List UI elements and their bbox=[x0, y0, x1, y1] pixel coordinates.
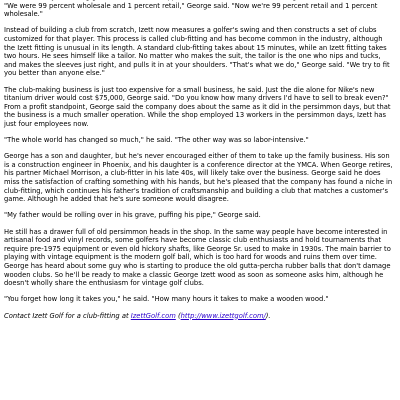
contact-prefix: Contact Izett Golf for a club-fitting at bbox=[4, 311, 131, 320]
izettgolf-url-link[interactable]: http://www.izettgolf.com/ bbox=[180, 311, 266, 320]
article-body bbox=[4, 0, 394, 328]
izettgolf-link[interactable]: IzettGolf.com bbox=[130, 311, 176, 320]
paragraph: "The whole world has changed so much," he said. "The other way was so labor-intensive." bbox=[4, 136, 309, 145]
contact-middle: ( bbox=[175, 311, 181, 320]
contact-line bbox=[4, 312, 394, 321]
contact-suffix: ). bbox=[265, 311, 271, 320]
paragraph: "We were 99 percent wholesale and 1 percent retail," George said. "Now we're 99 percent retail and 1 percent wholesale." bbox=[4, 1, 378, 19]
paragraph: Instead of building a club from scratch, Izett now measures a golfer's swing and then constructs a set of clubs customized for that player. This process is called club-fitting and has become common in the industry, although the Izett fitting is unusual in its length. A standard club-fitting takes about 15 minutes, while an Izett fitting takes two hours. He sees himself like a tailor. No matter who makes the suit, the tailor is the one who nips and tucks, and makes the sleeves just right, and pulls it in at your shoulders. "That's what we do," George said. "We try to fit you better than anyone else." bbox=[4, 26, 390, 78]
paragraph: George has a son and daughter, but he's never encouraged either of them to take up the family business. His son is a construction engineer in Phoenix, and his daughter is a conference director at the YMCA. When George retires, his partner Michael Morrison, a club-fitter in his late 40s, will likely take over the business. George said he does miss the satisfaction of crafting something with his hands, but he's pleased that the company has found a niche in club-fitting, which continues his father's tradition of craftsmanship and building a club that matches a customer's game. Although he added that he's sure someone would disagree. bbox=[4, 152, 393, 204]
paragraph: "My father would be rolling over in his grave, puffing his pipe," George said. bbox=[4, 211, 261, 220]
paragraph: He still has a drawer full of old persimmon heads in the shop. In the same way people have become interested in artisanal food and vinyl records, some golfers have become classic club enthusiasts and hold tournaments that require pre-1975 equipment or even old hickory shafts, like George Sr. used to make in 1930s. The main barrier to playing with vintage equipment is the modern golf ball, which is too hard for woods and ruins them over time. George has heard about some guy who is starting to produce the old gutta-percha rubber balls that don't damage wooden clubs. So he'll be ready to make a classic George Izett wood as soon as someone asks him, although he doesn't wholly share the enthusiasm for vintage golf clubs. bbox=[4, 227, 391, 288]
paragraph: "You forget how long it takes you," he said. "How many hours it takes to make a wooden wood." bbox=[4, 295, 329, 304]
paragraph: The club-making business is just too expensive for a small business, he said. Just the die alone for Nike's new titanium driver would cost $75,000, George said. "Do you know how many drivers I'd have to sell to break even?" From a profit standpoint, George said the company does about the same as it did in the persimmon days, but that the business is a much smaller operation. While the shop employed 13 workers in the persimmon days, Izett has just four employees now. bbox=[4, 85, 391, 128]
